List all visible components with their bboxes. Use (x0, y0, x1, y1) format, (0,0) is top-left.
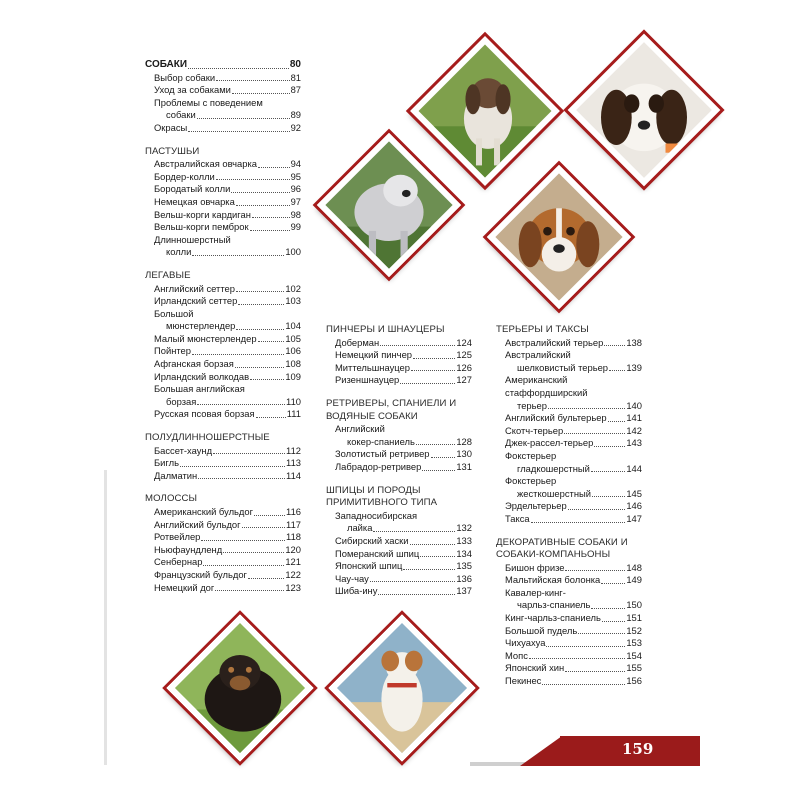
entry-page: 124 (456, 336, 472, 348)
leader-dots (231, 192, 289, 193)
entry-page: 126 (456, 361, 472, 373)
leader-dots (216, 80, 289, 81)
entry-page: 132 (456, 522, 472, 534)
entry-page: 109 (285, 370, 301, 382)
footer-wedge (520, 736, 562, 766)
entry-name: Джек-рассел-терьер (505, 437, 594, 449)
entry-page: 150 (626, 599, 642, 611)
entry-name: кокер-спаниель (347, 435, 415, 447)
toc-section (145, 59, 301, 135)
entry-name: Скотч-терьер (505, 424, 564, 436)
entry-page: 139 (626, 361, 642, 373)
entry-name: Английский бультерьер (505, 412, 607, 424)
section-title: ШПИЦЫ И ПОРОДЫ ПРИМИТИВНОГО ТИПА (326, 484, 438, 509)
section-title: ПАСТУШЬИ (145, 145, 200, 157)
toc-entry (496, 412, 642, 425)
entry-line: Кавалер-кинг- (505, 586, 566, 598)
entry-name: Английский сеттер (154, 282, 235, 294)
leader-dots (180, 466, 285, 467)
entry-name: Японский шпиц (335, 560, 403, 572)
entry-name: Такса (505, 512, 530, 524)
leader-dots (380, 345, 455, 346)
entry-name: лайка (347, 522, 373, 534)
toc-entry (496, 500, 642, 513)
leader-dots (236, 205, 290, 206)
entry-page: 111 (286, 408, 301, 420)
leader-dots (192, 255, 284, 256)
leader-dots (565, 570, 625, 571)
section-title: РЕТРИВЕРЫ, СПАНИЕЛИ И ВОДЯНЫЕ СОБАКИ (326, 397, 457, 422)
leader-dots (602, 621, 626, 622)
leader-dots (431, 457, 456, 458)
toc-entry (145, 333, 301, 346)
entry-name: чарльз-спаниель (517, 599, 591, 611)
leader-dots (203, 565, 284, 566)
toc-entry (496, 425, 642, 438)
entry-name: Ризеншнауцер (335, 374, 400, 386)
toc-entry (145, 209, 301, 222)
leader-dots (565, 671, 625, 672)
entry-page: 123 (285, 581, 301, 593)
leader-dots (197, 118, 290, 119)
leader-dots (410, 544, 456, 545)
toc-entry (326, 573, 472, 586)
entry-page: 120 (285, 543, 301, 555)
toc-entry (496, 400, 642, 413)
toc-entry (496, 437, 642, 450)
toc-entry (496, 637, 642, 650)
entry-page: 102 (285, 282, 301, 294)
toc-entry (326, 374, 472, 387)
leader-dots (252, 217, 290, 218)
entry-name: Померанский шпиц (335, 547, 420, 559)
entry-name: Немецкий дог (154, 581, 215, 593)
leader-dots (422, 470, 455, 471)
entry-name: Золотистый ретривер (335, 448, 430, 460)
entry-name: Афганская борзая (154, 358, 234, 370)
leader-dots (609, 370, 625, 371)
entry-name: СОБАКИ (145, 59, 188, 70)
entry-line: Длинношерстный (154, 233, 231, 245)
toc-entry (145, 531, 301, 544)
leader-dots (420, 556, 455, 557)
toc-entry (145, 506, 301, 519)
toc-entry (496, 513, 642, 526)
toc-section (145, 270, 301, 421)
leader-dots (578, 633, 625, 634)
toc-section (145, 432, 301, 482)
entry-name: Ротвейлер (154, 531, 201, 543)
entry-line: Фокстерьер (505, 475, 557, 487)
entry-page: 149 (626, 574, 642, 586)
toc-column-1 (145, 59, 301, 605)
toc-entry (145, 283, 301, 296)
entry-name: собаки (166, 109, 196, 121)
toc-section (145, 493, 301, 594)
toc-entry (145, 445, 301, 458)
toc-entry (496, 650, 642, 663)
entry-page: 130 (456, 448, 472, 460)
toc-entry (145, 183, 301, 196)
entry-page: 138 (626, 336, 642, 348)
entry-line: Большая английская (154, 383, 245, 395)
entry-name: Чау-чау (335, 572, 369, 584)
leader-dots (213, 453, 285, 454)
toc-entry (145, 171, 301, 184)
entry-page: 133 (456, 534, 472, 546)
leader-dots (223, 552, 284, 553)
leader-dots (215, 590, 284, 591)
leader-dots (568, 509, 626, 510)
entry-name: Эрдельтерьер (505, 500, 567, 512)
toc-entry (145, 582, 301, 595)
entry-page: 103 (285, 295, 301, 307)
toc-entry (496, 337, 642, 350)
entry-name: Кинг-чарльз-спаниель (505, 612, 601, 624)
entry-name: Английский бульдог (154, 518, 241, 530)
toc-column-2 (326, 324, 472, 609)
entry-page: 94 (290, 158, 301, 170)
toc-entry (326, 585, 472, 598)
leader-dots (236, 291, 284, 292)
toc-entry (145, 122, 301, 135)
entry-name: Японский хин (505, 662, 565, 674)
leader-dots (188, 68, 289, 69)
leader-dots (531, 522, 626, 523)
toc-section (496, 324, 642, 526)
entry-page: 97 (290, 195, 301, 207)
entry-page: 125 (456, 349, 472, 361)
entry-page: 134 (456, 547, 472, 559)
leader-dots (232, 93, 290, 94)
entry-page: 141 (626, 412, 642, 424)
leader-dots (197, 404, 285, 405)
entry-name: Лабрадор-ретривер (335, 460, 422, 472)
leader-dots (604, 345, 625, 346)
entry-name: терьер (517, 399, 547, 411)
leader-dots (591, 608, 625, 609)
section-title: ДЕКОРАТИВНЫЕ СОБАКИ И СОБАКИ-КОМПАНЬОНЫ (496, 536, 628, 561)
entry-page: 154 (626, 649, 642, 661)
page-spine (104, 470, 107, 765)
toc-entry (145, 158, 301, 171)
toc-entry (326, 522, 472, 535)
entry-page: 131 (456, 460, 472, 472)
entry-line: стаффордширский (505, 386, 588, 398)
entry-name: Вельш-корги пемброк (154, 221, 249, 233)
entry-page: 128 (456, 435, 472, 447)
leader-dots (370, 581, 455, 582)
entry-page: 122 (285, 568, 301, 580)
entry-page: 108 (285, 358, 301, 370)
entry-name: гладкошерстный (517, 462, 590, 474)
entry-page: 127 (456, 374, 472, 386)
toc-column-3 (496, 324, 642, 699)
toc-entry (145, 109, 301, 122)
toc-entry (145, 556, 301, 569)
entry-page: 99 (290, 221, 301, 233)
toc-entry (145, 221, 301, 234)
leader-dots (201, 540, 285, 541)
leader-dots (258, 167, 290, 168)
leader-dots (548, 408, 625, 409)
section-title: ТЕРЬЕРЫ И ТАКСЫ (496, 324, 589, 335)
entry-name: Бордер-колли (154, 170, 215, 182)
toc-entry (326, 349, 472, 362)
entry-name: Мальтийская болонка (505, 574, 601, 586)
leader-dots (248, 578, 284, 579)
entry-name: Ирландский сеттер (154, 295, 238, 307)
toc-entry (496, 662, 642, 675)
entry-name: Шиба-ину (335, 585, 378, 597)
entry-line: Английский (335, 423, 385, 435)
leader-dots (564, 433, 625, 434)
entry-name: Американский бульдог (154, 506, 254, 517)
toc-entry (145, 59, 301, 72)
toc-entry (496, 599, 642, 612)
entry-name: Уход за собаками (154, 84, 231, 96)
leader-dots (236, 329, 284, 330)
toc-entry (496, 574, 642, 587)
toc-section (326, 485, 472, 598)
entry-name: Миттельшнауцер (335, 361, 410, 373)
entry-page: 95 (290, 170, 301, 182)
entry-name: Бишон фризе (505, 561, 565, 573)
section-title: МОЛОССЫ (145, 493, 198, 505)
toc-section (145, 146, 301, 259)
entry-name: Выбор собаки (154, 71, 216, 83)
toc-entry (145, 84, 301, 97)
toc-entry (145, 408, 301, 421)
leader-dots (188, 131, 289, 132)
leader-dots (235, 367, 284, 368)
entry-page: 117 (286, 518, 301, 530)
toc-entry (145, 569, 301, 582)
leader-dots (242, 527, 285, 528)
entry-page: 114 (286, 469, 301, 481)
toc-entry (326, 535, 472, 548)
leader-dots (542, 684, 625, 685)
toc-entry (145, 358, 301, 371)
entry-page: 112 (286, 444, 301, 456)
entry-name: Ньюфаундленд (154, 543, 223, 555)
entry-name: Вельш-корги кардиган (154, 208, 251, 220)
entry-name: жесткошерстный (517, 487, 591, 499)
toc-entry (496, 488, 642, 501)
entry-name: Пойнтер (154, 345, 191, 357)
leader-dots (601, 583, 625, 584)
entry-name: Сенбернар (154, 556, 203, 568)
entry-name: Чихуахуа (505, 637, 546, 649)
entry-name: колли (166, 246, 192, 258)
entry-name: Доберман (335, 336, 380, 348)
section-title: ПИНЧЕРЫ И ШНАУЦЕРЫ (326, 324, 445, 335)
toc-entry (145, 396, 301, 409)
toc-entry (326, 461, 472, 474)
toc-entry (326, 548, 472, 561)
entry-page: 80 (289, 59, 301, 70)
leader-dots (592, 496, 625, 497)
entry-name: Французский бульдог (154, 568, 247, 580)
entry-name: Малый мюнстерлендер (154, 332, 257, 344)
entry-name: Мопс (505, 649, 528, 661)
leader-dots (256, 417, 286, 418)
entry-name: Ирландский волкодав (154, 370, 250, 382)
toc-entry (496, 625, 642, 638)
toc-entry (496, 562, 642, 575)
toc-entry (145, 470, 301, 483)
toc-entry (145, 72, 301, 85)
leader-dots (416, 444, 456, 445)
leader-dots (373, 531, 455, 532)
entry-name: Русская псовая борзая (154, 408, 255, 420)
entry-name: Австралийская овчарка (154, 158, 257, 170)
entry-line: Фокстерьер (505, 449, 557, 461)
entry-page: 140 (626, 399, 642, 411)
leader-dots (411, 370, 455, 371)
leader-dots (250, 379, 284, 380)
entry-name: Бассет-хаунд (154, 444, 213, 456)
page-number: 159 (622, 740, 654, 758)
toc-entry (496, 362, 642, 375)
toc-entry (145, 320, 301, 333)
entry-page: 110 (286, 395, 301, 407)
toc-entry (145, 544, 301, 557)
leader-dots (238, 304, 284, 305)
entry-name: Австралийский терьер (505, 336, 604, 348)
toc-entry (496, 675, 642, 688)
entry-page: 106 (285, 345, 301, 357)
leader-dots (608, 421, 626, 422)
entry-page: 121 (285, 556, 301, 568)
entry-name: Далматин (154, 469, 198, 481)
entry-page: 92 (290, 121, 301, 133)
leader-dots (591, 471, 625, 472)
leader-dots (403, 569, 455, 570)
entry-name: Немецкий пинчер (335, 349, 412, 361)
entry-page: 146 (626, 500, 642, 512)
entry-line: Американский (505, 374, 568, 386)
leader-dots (529, 658, 625, 659)
leader-dots (546, 646, 625, 647)
toc-entry (145, 371, 301, 384)
toc-entry (145, 519, 301, 532)
entry-page: 147 (626, 512, 642, 524)
entry-page: 152 (626, 624, 642, 636)
leader-dots (378, 594, 455, 595)
entry-line: Западносибирская (335, 509, 418, 521)
toc-section (496, 537, 642, 688)
entry-page: 144 (626, 462, 642, 474)
entry-page: 105 (285, 332, 301, 344)
toc-entry (145, 295, 301, 308)
entry-page: 81 (290, 71, 301, 83)
toc-entry (326, 560, 472, 573)
leader-dots (413, 358, 455, 359)
entry-page: 87 (290, 84, 301, 96)
entry-page: 98 (290, 208, 301, 220)
entry-line: Большой (154, 307, 194, 319)
section-title: ЛЕГАВЫЕ (145, 269, 191, 281)
entry-page: 145 (626, 487, 642, 499)
entry-name: Бородатый колли (154, 183, 231, 195)
toc-section (326, 398, 472, 474)
entry-page: 89 (290, 109, 301, 121)
toc-entry (326, 436, 472, 449)
entry-name: Бигль (154, 457, 179, 469)
entry-page: 153 (626, 637, 642, 649)
toc-entry (496, 612, 642, 625)
toc-entry (145, 196, 301, 209)
leader-dots (216, 179, 290, 180)
toc-entry (326, 337, 472, 350)
entry-page: 113 (286, 457, 301, 469)
leader-dots (400, 383, 455, 384)
entry-page: 136 (456, 572, 472, 584)
leader-dots (594, 446, 625, 447)
section-title: ПОЛУДЛИННОШЕРСТНЫЕ (145, 432, 270, 444)
toc-entry (145, 246, 301, 259)
entry-name: Большой пудель (505, 624, 578, 636)
entry-name: Окрасы (154, 121, 188, 133)
entry-page: 100 (285, 246, 301, 258)
entry-name: шелковистый терьер (517, 361, 609, 373)
leader-dots (250, 230, 290, 231)
entry-page: 118 (286, 531, 301, 543)
entry-name: борзая (166, 395, 197, 407)
entry-page: 135 (456, 560, 472, 572)
toc-entry (326, 448, 472, 461)
leader-dots (198, 478, 285, 479)
entry-page: 155 (626, 662, 642, 674)
toc-entry (145, 345, 301, 358)
entry-page: 148 (626, 561, 642, 573)
leader-dots (192, 354, 284, 355)
entry-line: Австралийский (505, 349, 571, 361)
entry-page: 143 (626, 437, 642, 449)
toc-section (326, 324, 472, 387)
entry-page: 156 (626, 675, 642, 687)
entry-page: 142 (626, 424, 642, 436)
toc-entry (326, 362, 472, 375)
leader-dots (254, 515, 285, 516)
leader-dots (258, 341, 285, 342)
entry-name: Сибирский хаски (335, 534, 409, 546)
toc-entry (496, 463, 642, 476)
entry-page: 151 (626, 612, 642, 624)
toc-entry (145, 457, 301, 470)
entry-name: Немецкая овчарка (154, 195, 235, 207)
entry-page: 137 (456, 585, 472, 597)
entry-page: 104 (285, 320, 301, 332)
entry-name: мюнстерлендер (166, 320, 236, 332)
entry-name: Пекинес (505, 675, 542, 687)
entry-line: Проблемы с поведением (154, 96, 263, 108)
entry-page: 96 (290, 183, 301, 195)
entry-page: 116 (286, 506, 301, 517)
